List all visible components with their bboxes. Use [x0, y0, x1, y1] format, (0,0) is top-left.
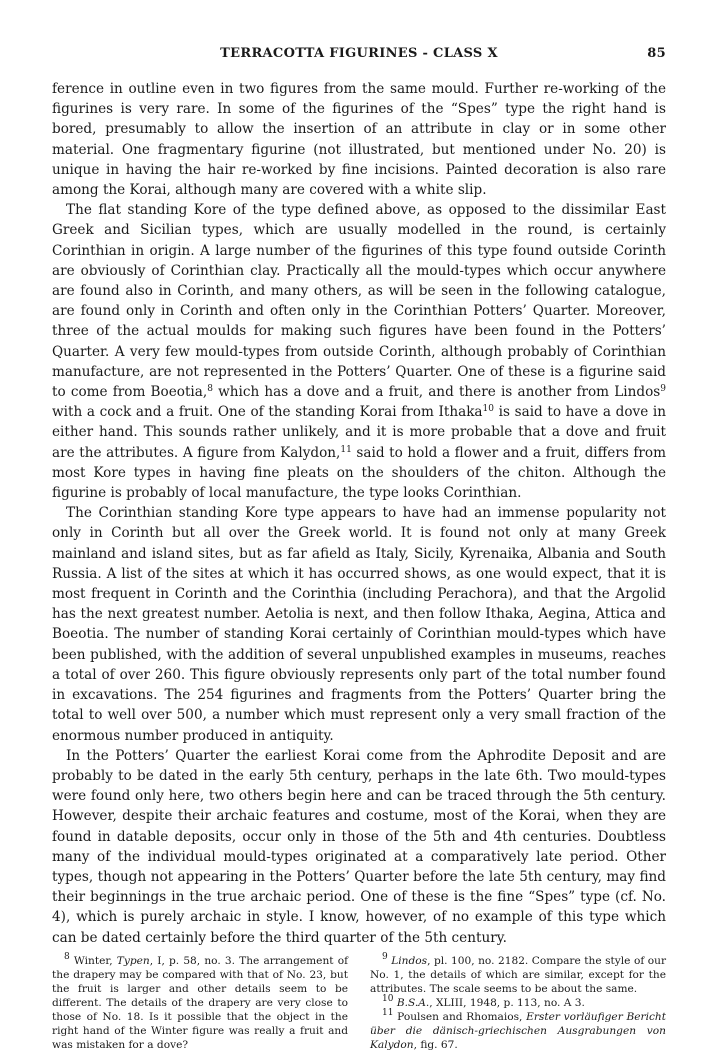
text-run: In the Potters’ Quarter the earliest Korai come from the Aphrodite Deposit and are probably to be dated in the early 5th century, perhaps in the late 6th. Two mould-types were found only here, two others begin here and can be traced through the 5th century. However, despite their archaic features and costume, most of the Korai, when they are found in datable deposits, occur only in those of the 5th and 4th centuries. Doubtless many of the individual mould-types originated at a comparatively late period. Other types, though not appearing in the Potters’ Quarter before the late 5th century, may find their beginnings in the true archaic period. One of these is the fine “Spes” type (cf. No. 4), which is purely archaic in style. I know, however, of no example of this type which can be dated certainly before the third quarter of the 5th century.: [52, 747, 666, 946]
footnote-ref: 9: [660, 384, 666, 395]
footnote-fn9: [370, 951, 667, 996]
text-run: Poulsen and Rhomaios,: [393, 1010, 527, 1023]
text-run: , XLIII, 1948, p. 113, no. A 3.: [429, 996, 585, 1009]
italic-title: B.S.A.: [396, 996, 430, 1009]
footnotes: [52, 951, 667, 1052]
paragraph-2: [52, 200, 666, 503]
footnote-ref: 10: [382, 993, 394, 1004]
footnote-ref: 8: [207, 384, 213, 395]
text-run: ference in outline even in two figures from the same mould. Further re-working of the figurines is very rare. In some of the figurines of the “Spes” type the right hand is bored, presumably to allow the insertion of an attribute in clay or in some other material. One fragmentary figurine (not illustrated, but mentioned under No. 20) is unique in having the hair re-worked by fine incisions. Painted decoration is also rare among the Korai, although many are covered with a white slip.: [52, 81, 666, 199]
text-run: , pl. 100, no. 2182. Compare the style of our No. 1, the details of which are similar, except for the attributes. The scale seems to be about the same.: [370, 954, 667, 995]
page: [52, 44, 666, 1052]
text-run: Winter,: [69, 954, 117, 967]
running-title: TERRACOTTA FIGURINES - CLASS X: [220, 46, 498, 61]
footnote-ref: 11: [382, 1007, 394, 1018]
text-run: , fig. 67.: [413, 1038, 458, 1051]
footnote-fn10: [370, 993, 666, 1010]
footnote-fn8: [52, 951, 348, 1052]
italic-title: Typen: [116, 954, 150, 967]
footnote-ref: 8: [64, 951, 70, 962]
running-header: [52, 44, 666, 66]
text-run: with a cock and a fruit. One of the standing Korai from Ithaka: [52, 404, 483, 421]
footnote-ref: 11: [340, 444, 352, 455]
page-number: 85: [647, 46, 666, 61]
text-run: is said to have a dove in either hand. This sounds rather unlikely, and it is more probable that a dove and fruit are the attributes. A figure from Kalydon,: [52, 404, 667, 461]
text-run: said to hold a flower and a fruit, differs from most Kore types in having fine pleats on the shoulders of the chiton. Although the figurine is probably of local manufacture, the type looks Corinthian.: [52, 444, 667, 502]
footnote-ref: 9: [382, 951, 388, 962]
italic-title: Lindos: [391, 954, 428, 967]
text-run: The flat standing Kore of the type defined above, as opposed to the dissimilar East Greek and Sicilian types, which are usually modelled in the round, is certainly Corinthian in origin. A large number of the figurines of this type found outside Corinth are obviously of Corinthian clay. Practically all the mould-types which occur anywhere are found also in Corinth, and many others, as will be seen in the following catalogue, are found only in Corinth and often only in the Corinthian Potters’ Quarter. Moreover, three of the actual moulds for making such figures have been found in the Potters’ Quarter. A very few mould-types from outside Corinth, although probably of Corinthian manufacture, are not represented in the Potters’ Quarter. One of these is a figurine said to come from Boeotia,: [52, 202, 666, 401]
italic-title: Erster vorläufiger Bericht über die dänisch-griechischen Ausgrabungen von Kalydon: [370, 1010, 666, 1051]
footnotes-left-column: [52, 951, 348, 1052]
text-run: , I, p. 58, no. 3. The arrangement of the drapery may be compared with that of No. 23, but the fruit is larger and other details seem to be different. The details of the drapery are very close to those of No. 18. Is it possible that the object in the right hand of the Winter figure was really a fruit and was mistaken for a dove?: [52, 954, 348, 1051]
text-run: The Corinthian standing Kore type appears to have had an immense popularity not only in Corinth but all over the Greek world. It is found not only at many Greek mainland and island sites, but as far afield as Italy, Sicily, Kyrenaika, Albania and South Russia. A list of the sites at which it has occurred shows, as one would expect, that it is most frequent in Corinth and the Corinthia (including Perachora), and that the Argolid has the next greatest number. Aetolia is next, and then follow Ithaka, Aegina, Attica and Boeotia. The number of standing Korai certainly of Corinthian mould-types which have been published, with the addition of several unpublished examples in museums, reaches a total of over 260. This figure obviously represents only part of the total number found in excavations. The 254 figurines and fragments from the Potters’ Quarter bring the total to well over 500, a number which must represent only a very small fraction of the enormous number produced in antiquity.: [52, 505, 666, 744]
footnote-fn11: [370, 1007, 666, 1052]
paragraph-1: [52, 79, 666, 200]
paragraph-3: [52, 503, 666, 745]
footnotes-right-column: [370, 951, 667, 1052]
paragraph-4: [52, 746, 666, 948]
footnote-ref: 10: [482, 404, 494, 415]
main-text: [52, 79, 666, 948]
text-run: which has a dove and a fruit, and there is another from Lindos: [212, 384, 661, 401]
